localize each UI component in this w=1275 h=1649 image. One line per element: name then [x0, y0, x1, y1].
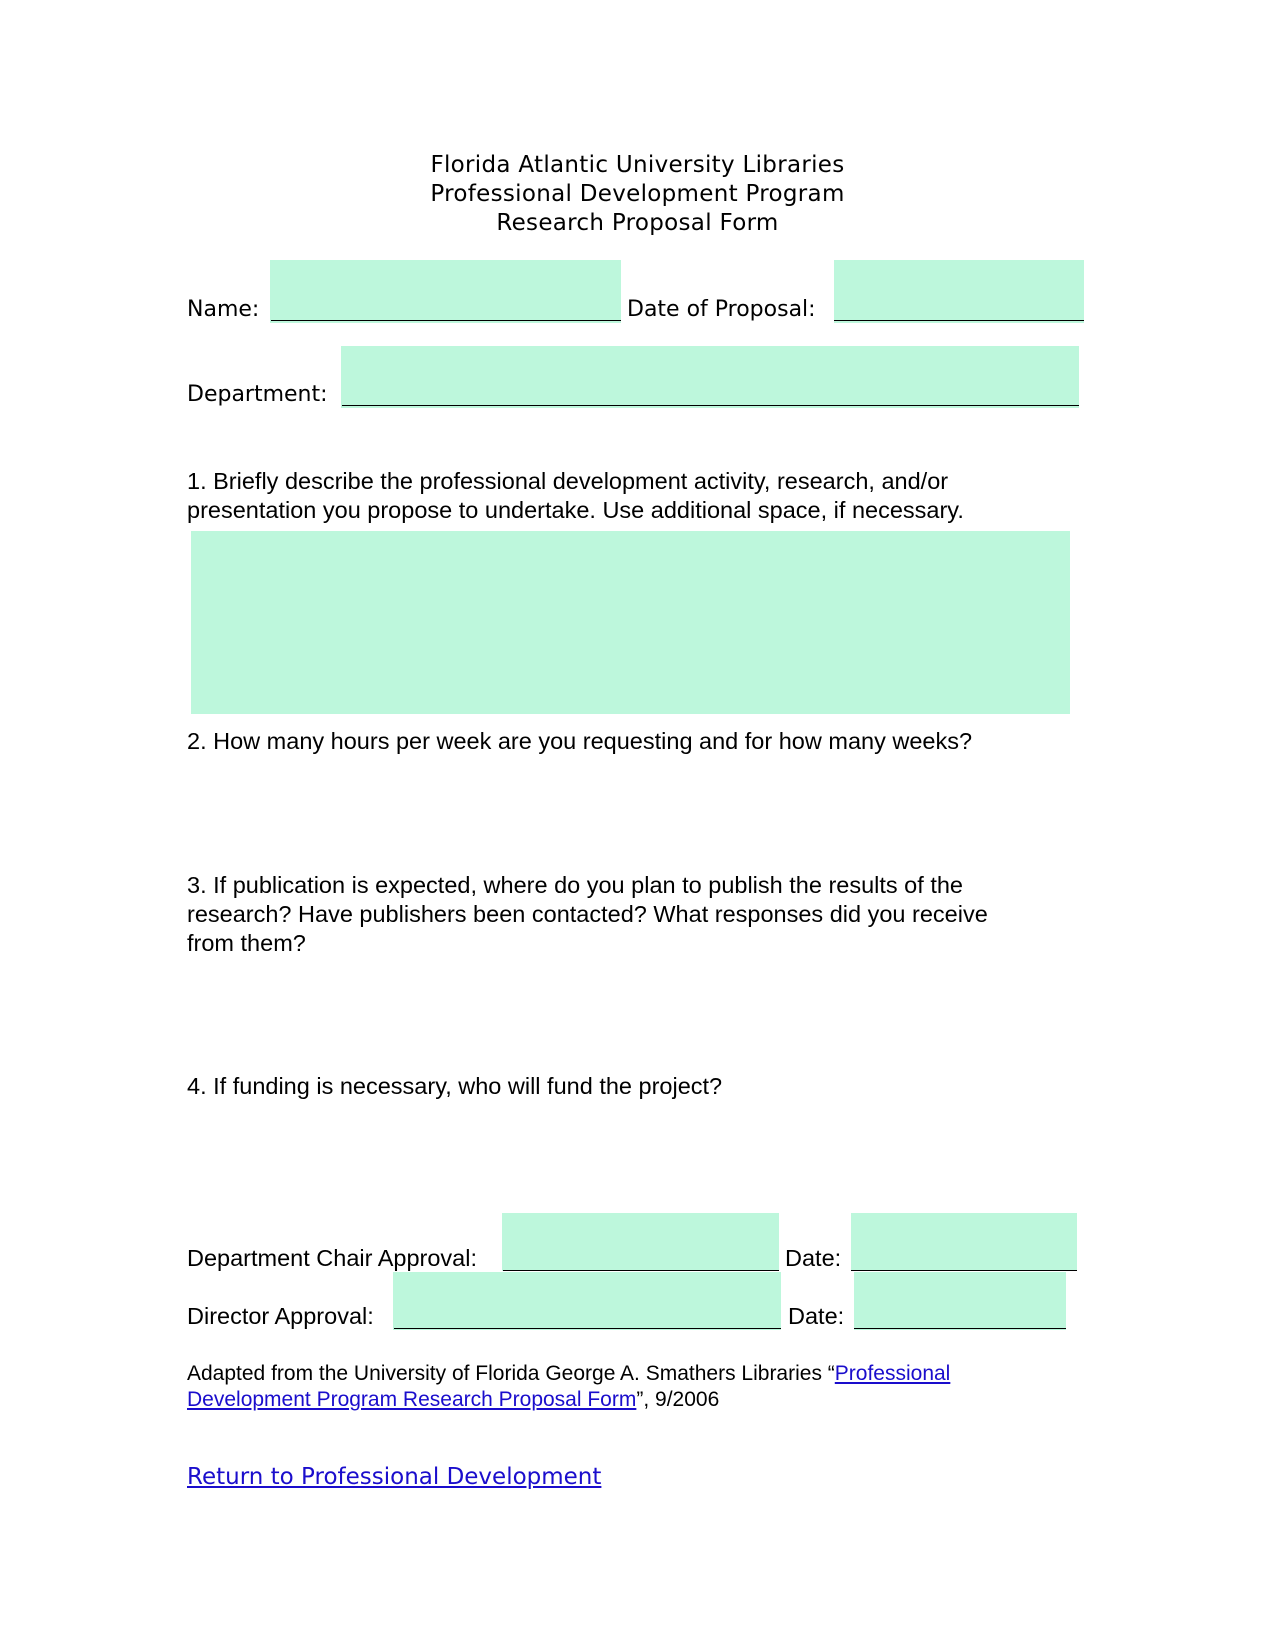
adapted-source-link-part-1[interactable]: Professional [834, 1362, 951, 1385]
department-underline [342, 405, 1079, 406]
question-4: 4. If funding is necessary, who will fund the project? [187, 1073, 723, 1099]
question-1-answer-field[interactable] [191, 531, 1070, 714]
name-label: Name: [187, 297, 260, 322]
chair-approval-label: Department Chair Approval: [187, 1245, 477, 1271]
department-label: Department: [187, 382, 328, 407]
director-approval-field[interactable] [393, 1272, 781, 1330]
chair-date-field[interactable] [851, 1213, 1077, 1271]
question-3-line-1: 3. If publication is expected, where do you plan to publish the results of the [187, 872, 963, 898]
chair-date-underline [851, 1270, 1077, 1271]
director-date-underline [854, 1328, 1066, 1329]
chair-approval-field[interactable] [502, 1213, 779, 1271]
name-underline [271, 320, 621, 321]
question-3-line-3: from them? [187, 930, 306, 956]
director-date-field[interactable] [854, 1272, 1066, 1330]
adapted-note-prefix: Adapted from the University of Florida George A. Smathers Libraries “ [187, 1362, 835, 1385]
header-line-program: Professional Development Program [430, 181, 845, 207]
question-1-line-2: presentation you propose to undertake. Use additional space, if necessary. [187, 497, 964, 523]
director-approval-underline [394, 1328, 781, 1329]
date-of-proposal-label: Date of Proposal: [627, 297, 816, 322]
chair-date-label: Date: [785, 1245, 842, 1271]
date-of-proposal-field[interactable] [834, 260, 1084, 323]
adapted-source-link-part-2[interactable]: Development Program Research Proposal Form [187, 1388, 637, 1411]
adapted-note-line-2 [187, 1387, 719, 1413]
question-1-line-1: 1. Briefly describe the professional development activity, research, and/or [187, 468, 949, 494]
return-to-professional-development-link[interactable]: Return to Professional Development [187, 1464, 602, 1490]
question-3-line-2: research? Have publishers been contacted? What responses did you receive [187, 901, 988, 927]
chair-approval-underline [503, 1270, 779, 1271]
question-2: 2. How many hours per week are you requesting and for how many weeks? [187, 728, 973, 754]
date-of-proposal-underline [834, 320, 1084, 321]
director-approval-label: Director Approval: [187, 1303, 374, 1329]
header-line-form-title: Research Proposal Form [496, 210, 779, 236]
adapted-note-suffix: ”, 9/2006 [636, 1388, 720, 1411]
adapted-note-line-1 [187, 1361, 950, 1387]
director-date-label: Date: [788, 1303, 845, 1329]
department-field[interactable] [341, 346, 1079, 408]
header-line-institution: Florida Atlantic University Libraries [430, 152, 845, 178]
name-field[interactable] [270, 260, 621, 323]
